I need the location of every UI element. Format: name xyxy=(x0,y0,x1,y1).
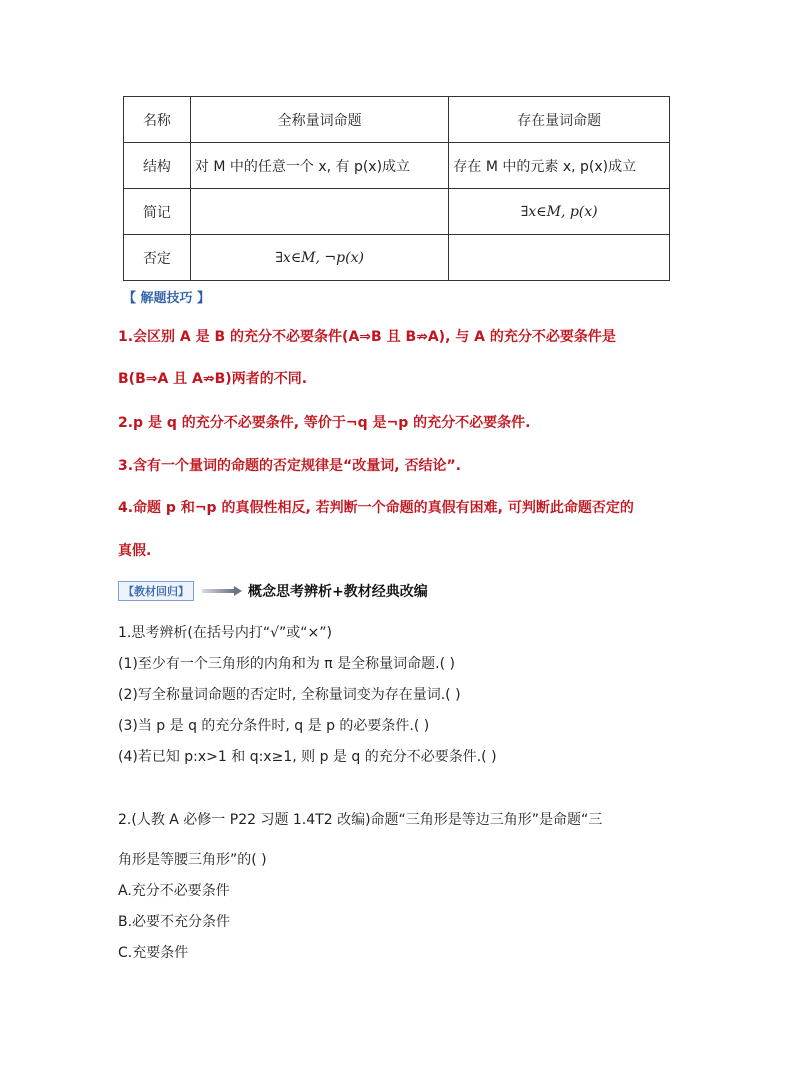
table-cell: 对 M 中的任意一个 x, 有 p(x)成立 xyxy=(190,143,449,189)
table-row xyxy=(124,143,670,189)
question-item: (2)写全称量词命题的否定时, 全称量词变为存在量词.( ) xyxy=(118,687,461,703)
table-row-label: 否定 xyxy=(124,235,191,281)
table-cell: ∃x∈M, ¬p(x) xyxy=(190,235,449,281)
tip-line: B(B⇒A 且 A⇏B)两者的不同. xyxy=(118,371,308,387)
table-cell: ∃x∈M, p(x) xyxy=(449,189,670,235)
review-title: 概念思考辨析+教材经典改编 xyxy=(248,584,428,600)
table-header-row xyxy=(124,97,670,143)
question-title: 2.(人教 A 必修一 P22 习题 1.4T2 改编)命题“三角形是等边三角形”是命题“三 xyxy=(118,812,603,828)
answer-option: C.充要条件 xyxy=(118,945,189,961)
table-row xyxy=(124,235,670,281)
answer-option: B.必要不充分条件 xyxy=(118,914,231,930)
tip-line: 4.命题 p 和¬p 的真假性相反, 若判断一个命题的真假有困难, 可判断此命题否定的 xyxy=(118,500,634,516)
answer-option: A.充分不必要条件 xyxy=(118,883,230,899)
table-row-label: 结构 xyxy=(124,143,191,189)
table-cell: 存在 M 中的元素 x, p(x)成立 xyxy=(449,143,670,189)
table-cell xyxy=(449,235,670,281)
tip-line: 3.含有一个量词的命题的否定规律是“改量词, 否结论”. xyxy=(118,458,461,474)
tips-heading: 【 解题技巧 】 xyxy=(123,291,211,306)
review-header xyxy=(118,580,428,602)
tip-line: 真假. xyxy=(118,543,152,559)
quantifier-table xyxy=(123,96,670,281)
tip-line: 1.会区别 A 是 B 的充分不必要条件(A⇒B 且 B⇏A), 与 A 的充分不必要条件是 xyxy=(118,329,616,345)
question-item: (4)若已知 p:x>1 和 q:x≥1, 则 p 是 q 的充分不必要条件.( ) xyxy=(118,749,497,765)
arrow-right-icon xyxy=(202,586,242,596)
question-item: (1)至少有一个三角形的内角和为 π 是全称量词命题.( ) xyxy=(118,656,455,672)
review-badge: 【教材回归】 xyxy=(118,581,194,601)
tip-line: 2.p 是 q 的充分不必要条件, 等价于¬q 是¬p 的充分不必要条件. xyxy=(118,415,531,431)
table-header-cell: 名称 xyxy=(124,97,191,143)
table-row-label: 简记 xyxy=(124,189,191,235)
question-item: (3)当 p 是 q 的充分条件时, q 是 p 的必要条件.( ) xyxy=(118,718,430,734)
table-header-cell: 存在量词命题 xyxy=(449,97,670,143)
table-row xyxy=(124,189,670,235)
question-title: 角形是等腰三角形”的( ) xyxy=(118,852,267,868)
table-cell xyxy=(190,189,449,235)
question-title: 1.思考辨析(在括号内打“√”或“×”) xyxy=(118,625,332,641)
table-header-cell: 全称量词命题 xyxy=(190,97,449,143)
